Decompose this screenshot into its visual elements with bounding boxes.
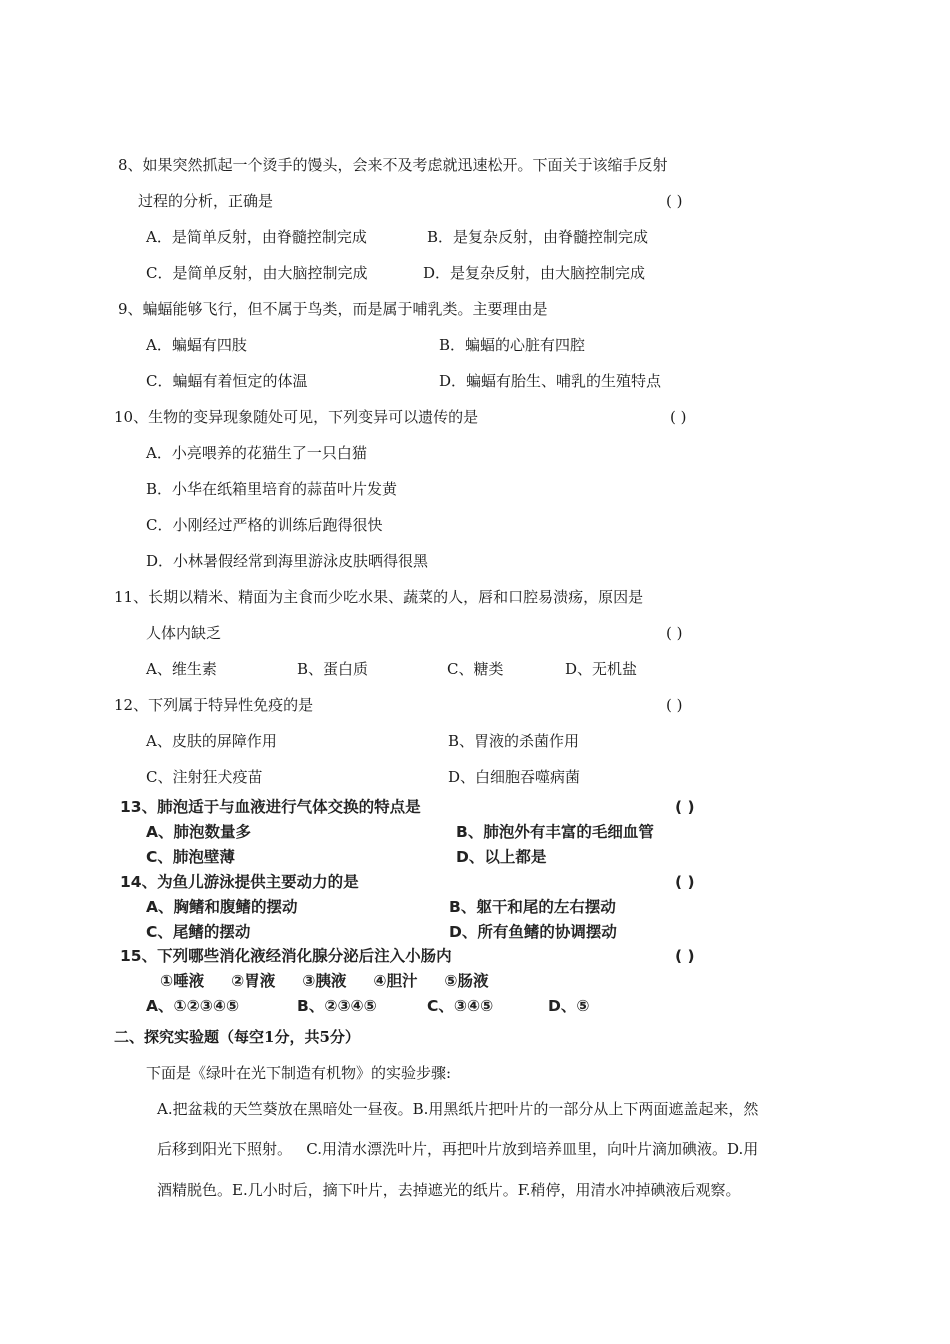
q11-stem-line2: 人体内缺乏 xyxy=(146,624,222,642)
q9-stem: 9、蝙蝠能够飞行，但不属于鸟类，而是属于哺乳类。主要理由是 xyxy=(118,300,548,318)
q15-items: ①唾液 ②胃液 ③胰液 ④胆汁 ⑤肠液 xyxy=(160,972,489,990)
q15-stem: 15、下列哪些消化液经消化腺分泌后注入小肠内 xyxy=(120,947,452,965)
q8-option-a: A．是简单反射，由脊髓控制完成 xyxy=(146,228,367,246)
q15-option-b: B、②③④⑤ xyxy=(297,997,377,1015)
q15-option-a: A、①②③④⑤ xyxy=(146,997,240,1015)
q13-option-c: C、肺泡壁薄 xyxy=(146,848,235,866)
q13-stem: 13、肺泡适于与血液进行气体交换的特点是 xyxy=(120,798,421,816)
q15-answer-paren: ( ) xyxy=(675,947,695,965)
q14-option-b: B、躯干和尾的左右摆动 xyxy=(449,898,616,916)
q9-option-b: B．蝙蝠的心脏有四腔 xyxy=(439,336,586,354)
q10-option-c: C．小刚经过严格的训练后跑得很快 xyxy=(146,516,383,534)
q9-option-a: A．蝙蝠有四肢 xyxy=(146,336,247,354)
q11-option-a: A、维生素 xyxy=(146,660,217,678)
q13-option-a: A、肺泡数量多 xyxy=(146,823,251,841)
q11-option-d: D、无机盐 xyxy=(565,660,638,678)
q13-option-d: D、以上都是 xyxy=(456,848,547,866)
section2-steps-line3: 酒精脱色。E.几小时后，摘下叶片，去掉遮光的纸片。F.稍停，用清水冲掉碘液后观察。 xyxy=(157,1181,741,1199)
q13-answer-paren: ( ) xyxy=(675,798,695,816)
q15-option-d: D、⑤ xyxy=(548,997,590,1015)
q14-stem: 14、为鱼儿游泳提供主要动力的是 xyxy=(120,873,359,891)
q12-option-b: B、胃液的杀菌作用 xyxy=(448,732,580,750)
q9-option-c: C．蝙蝠有着恒定的体温 xyxy=(146,372,308,390)
q10-option-b: B．小华在纸箱里培育的蒜苗叶片发黄 xyxy=(146,480,398,498)
q14-option-a: A、胸鳍和腹鳍的摆动 xyxy=(146,898,298,916)
q12-stem: 12、下列属于特异性免疫的是 xyxy=(114,696,314,714)
q14-answer-paren: ( ) xyxy=(675,873,695,891)
q12-option-c: C、注射狂犬疫苗 xyxy=(146,768,263,786)
section2-heading: 二、探究实验题（每空1分，共5分） xyxy=(114,1028,360,1046)
q14-option-d: D、所有鱼鳍的协调摆动 xyxy=(449,923,617,941)
q10-answer-paren: ( ) xyxy=(670,408,687,426)
q8-stem-line1: 8、如果突然抓起一个烫手的馒头，会来不及考虑就迅速松开。下面关于该缩手反射 xyxy=(118,156,668,174)
q11-answer-paren: ( ) xyxy=(666,624,683,642)
q12-answer-paren: ( ) xyxy=(666,696,683,714)
q10-stem: 10、生物的变异现象随处可见，下列变异可以遗传的是 xyxy=(114,408,479,426)
q14-option-c: C、尾鳍的摆动 xyxy=(146,923,251,941)
q8-option-b: B．是复杂反射，由脊髓控制完成 xyxy=(427,228,649,246)
q12-option-a: A、皮肤的屏障作用 xyxy=(146,732,277,750)
q11-stem-line1: 11、长期以精米、精面为主食而少吃水果、蔬菜的人，唇和口腔易溃疡，原因是 xyxy=(114,588,644,606)
q11-option-c: C、糖类 xyxy=(447,660,504,678)
q8-option-c: C．是简单反射，由大脑控制完成 xyxy=(146,264,368,282)
q10-option-a: A．小亮喂养的花猫生了一只白猫 xyxy=(146,444,367,462)
section2-steps-line1: A.把盆栽的天竺葵放在黑暗处一昼夜。B.用黑纸片把叶片的一部分从上下两面遮盖起来，然 xyxy=(157,1100,759,1118)
section2-intro: 下面是《绿叶在光下制造有机物》的实验步骤: xyxy=(146,1064,452,1082)
q10-option-d: D．小林暑假经常到海里游泳皮肤晒得很黑 xyxy=(146,552,429,570)
section2-steps-line2: 后移到阳光下照射。 C.用清水漂洗叶片，再把叶片放到培养皿里，向叶片滴加碘液。D.用 xyxy=(157,1140,759,1158)
q13-option-b: B、肺泡外有丰富的毛细血管 xyxy=(456,823,654,841)
q15-option-c: C、③④⑤ xyxy=(427,997,494,1015)
q8-option-d: D．是复杂反射，由大脑控制完成 xyxy=(423,264,646,282)
q9-option-d: D．蝙蝠有胎生、哺乳的生殖特点 xyxy=(439,372,662,390)
q11-option-b: B、蛋白质 xyxy=(297,660,369,678)
q12-option-d: D、白细胞吞噬病菌 xyxy=(448,768,581,786)
q8-stem-line2: 过程的分析，正确是 xyxy=(138,192,274,210)
q8-answer-paren: ( ) xyxy=(666,192,683,210)
